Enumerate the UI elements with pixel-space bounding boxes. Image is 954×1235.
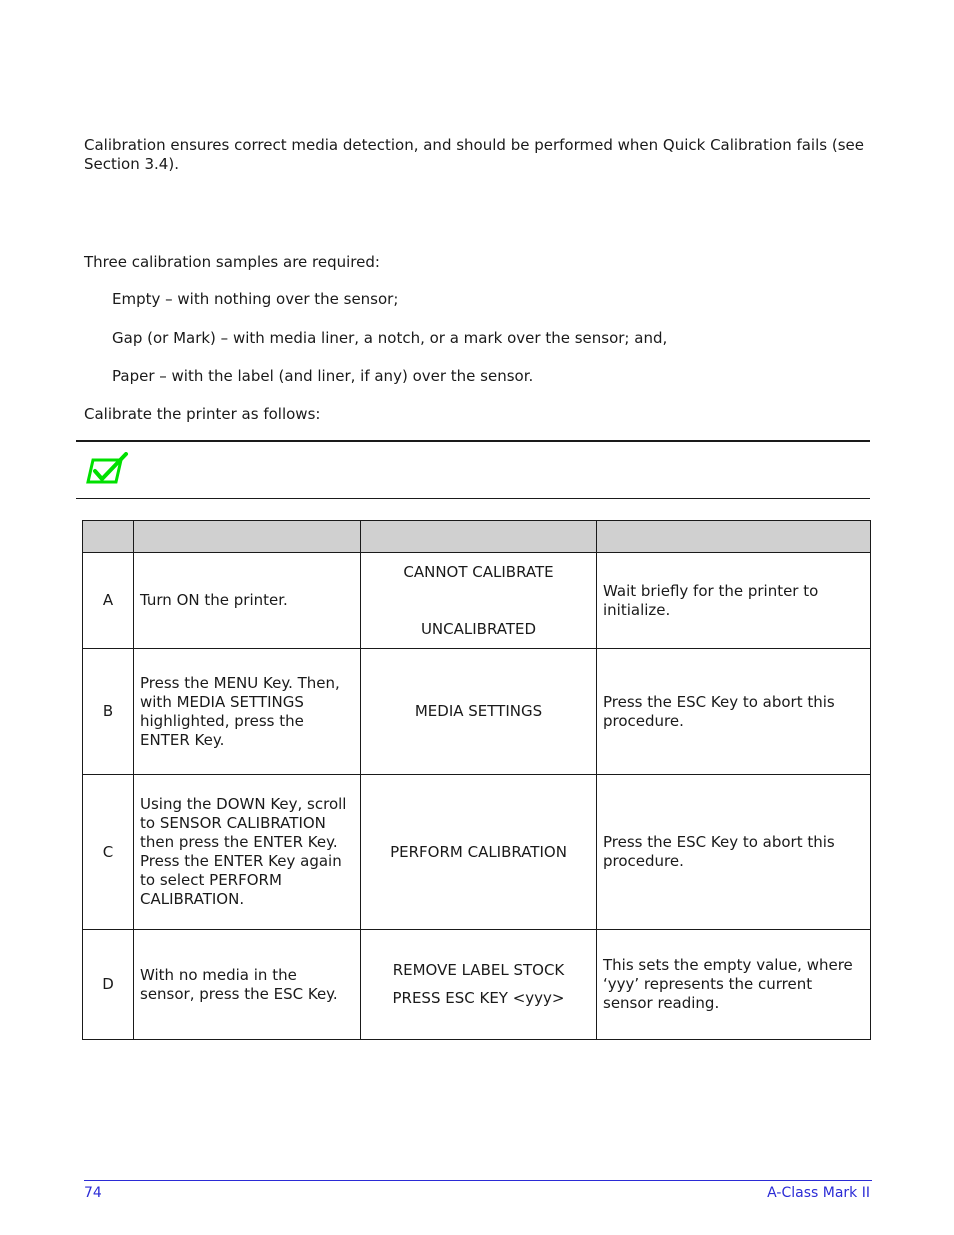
step-letter: D [83,930,134,1040]
intro-paragraph: Calibration ensures correct media detection, and should be performed when Quick Calibration fails (see Section 3.4). [84,136,864,173]
table-row [83,930,871,1040]
footer-rule [84,1180,872,1181]
page-number: 74 [84,1185,102,1201]
display-message [361,553,597,649]
display-line: CANNOT CALIBRATE [403,562,554,581]
display-line: UNCALIBRATED [420,619,537,638]
step-action: Press the MENU Key. Then, with MEDIA SETTINGS highlighted, press the ENTER Key. [134,649,361,775]
step-letter: A [83,553,134,649]
table-row [83,649,871,775]
display-message [361,649,597,775]
step-comment: Press the ESC Key to abort this procedure. [597,649,871,775]
header-comment [597,521,871,553]
step-letter: C [83,775,134,930]
display-message [361,775,597,930]
header-display [361,521,597,553]
step-action: Turn ON the printer. [134,553,361,649]
display-line: PRESS ESC KEY <yyy> [392,989,565,1007]
table-row [83,553,871,649]
step-comment: This sets the empty value, where ‘yyy’ represents the current sensor reading. [597,930,871,1040]
sample-paper: Paper – with the label (and liner, if any) over the sensor. [112,367,534,385]
display-line: REMOVE LABEL STOCK [392,961,565,979]
header-action [134,521,361,553]
note-top-rule [76,440,870,442]
calibration-steps-table [82,520,871,1040]
table-row [83,775,871,930]
table-header-row [83,521,871,553]
display-line: MEDIA SETTINGS [414,702,543,720]
step-comment: Press the ESC Key to abort this procedure. [597,775,871,930]
product-name: A-Class Mark II [767,1185,870,1201]
header-step [83,521,134,553]
note-bottom-rule [76,498,870,499]
checkmark-note-icon [86,452,130,486]
step-letter: B [83,649,134,775]
step-action: Using the DOWN Key, scroll to SENSOR CALIBRATION then press the ENTER Key. Press the ENTER Key again to select PERFORM CALIBRATION. [134,775,361,930]
step-action: With no media in the sensor, press the ESC Key. [134,930,361,1040]
samples-intro: Three calibration samples are required: [84,253,380,271]
calibrate-intro: Calibrate the printer as follows: [84,405,321,423]
display-message [361,930,597,1040]
sample-empty: Empty – with nothing over the sensor; [112,290,399,308]
display-line: PERFORM CALIBRATION [390,842,567,861]
sample-gap: Gap (or Mark) – with media liner, a notch, or a mark over the sensor; and, [112,329,668,347]
step-comment: Wait briefly for the printer to initialize. [597,553,871,649]
